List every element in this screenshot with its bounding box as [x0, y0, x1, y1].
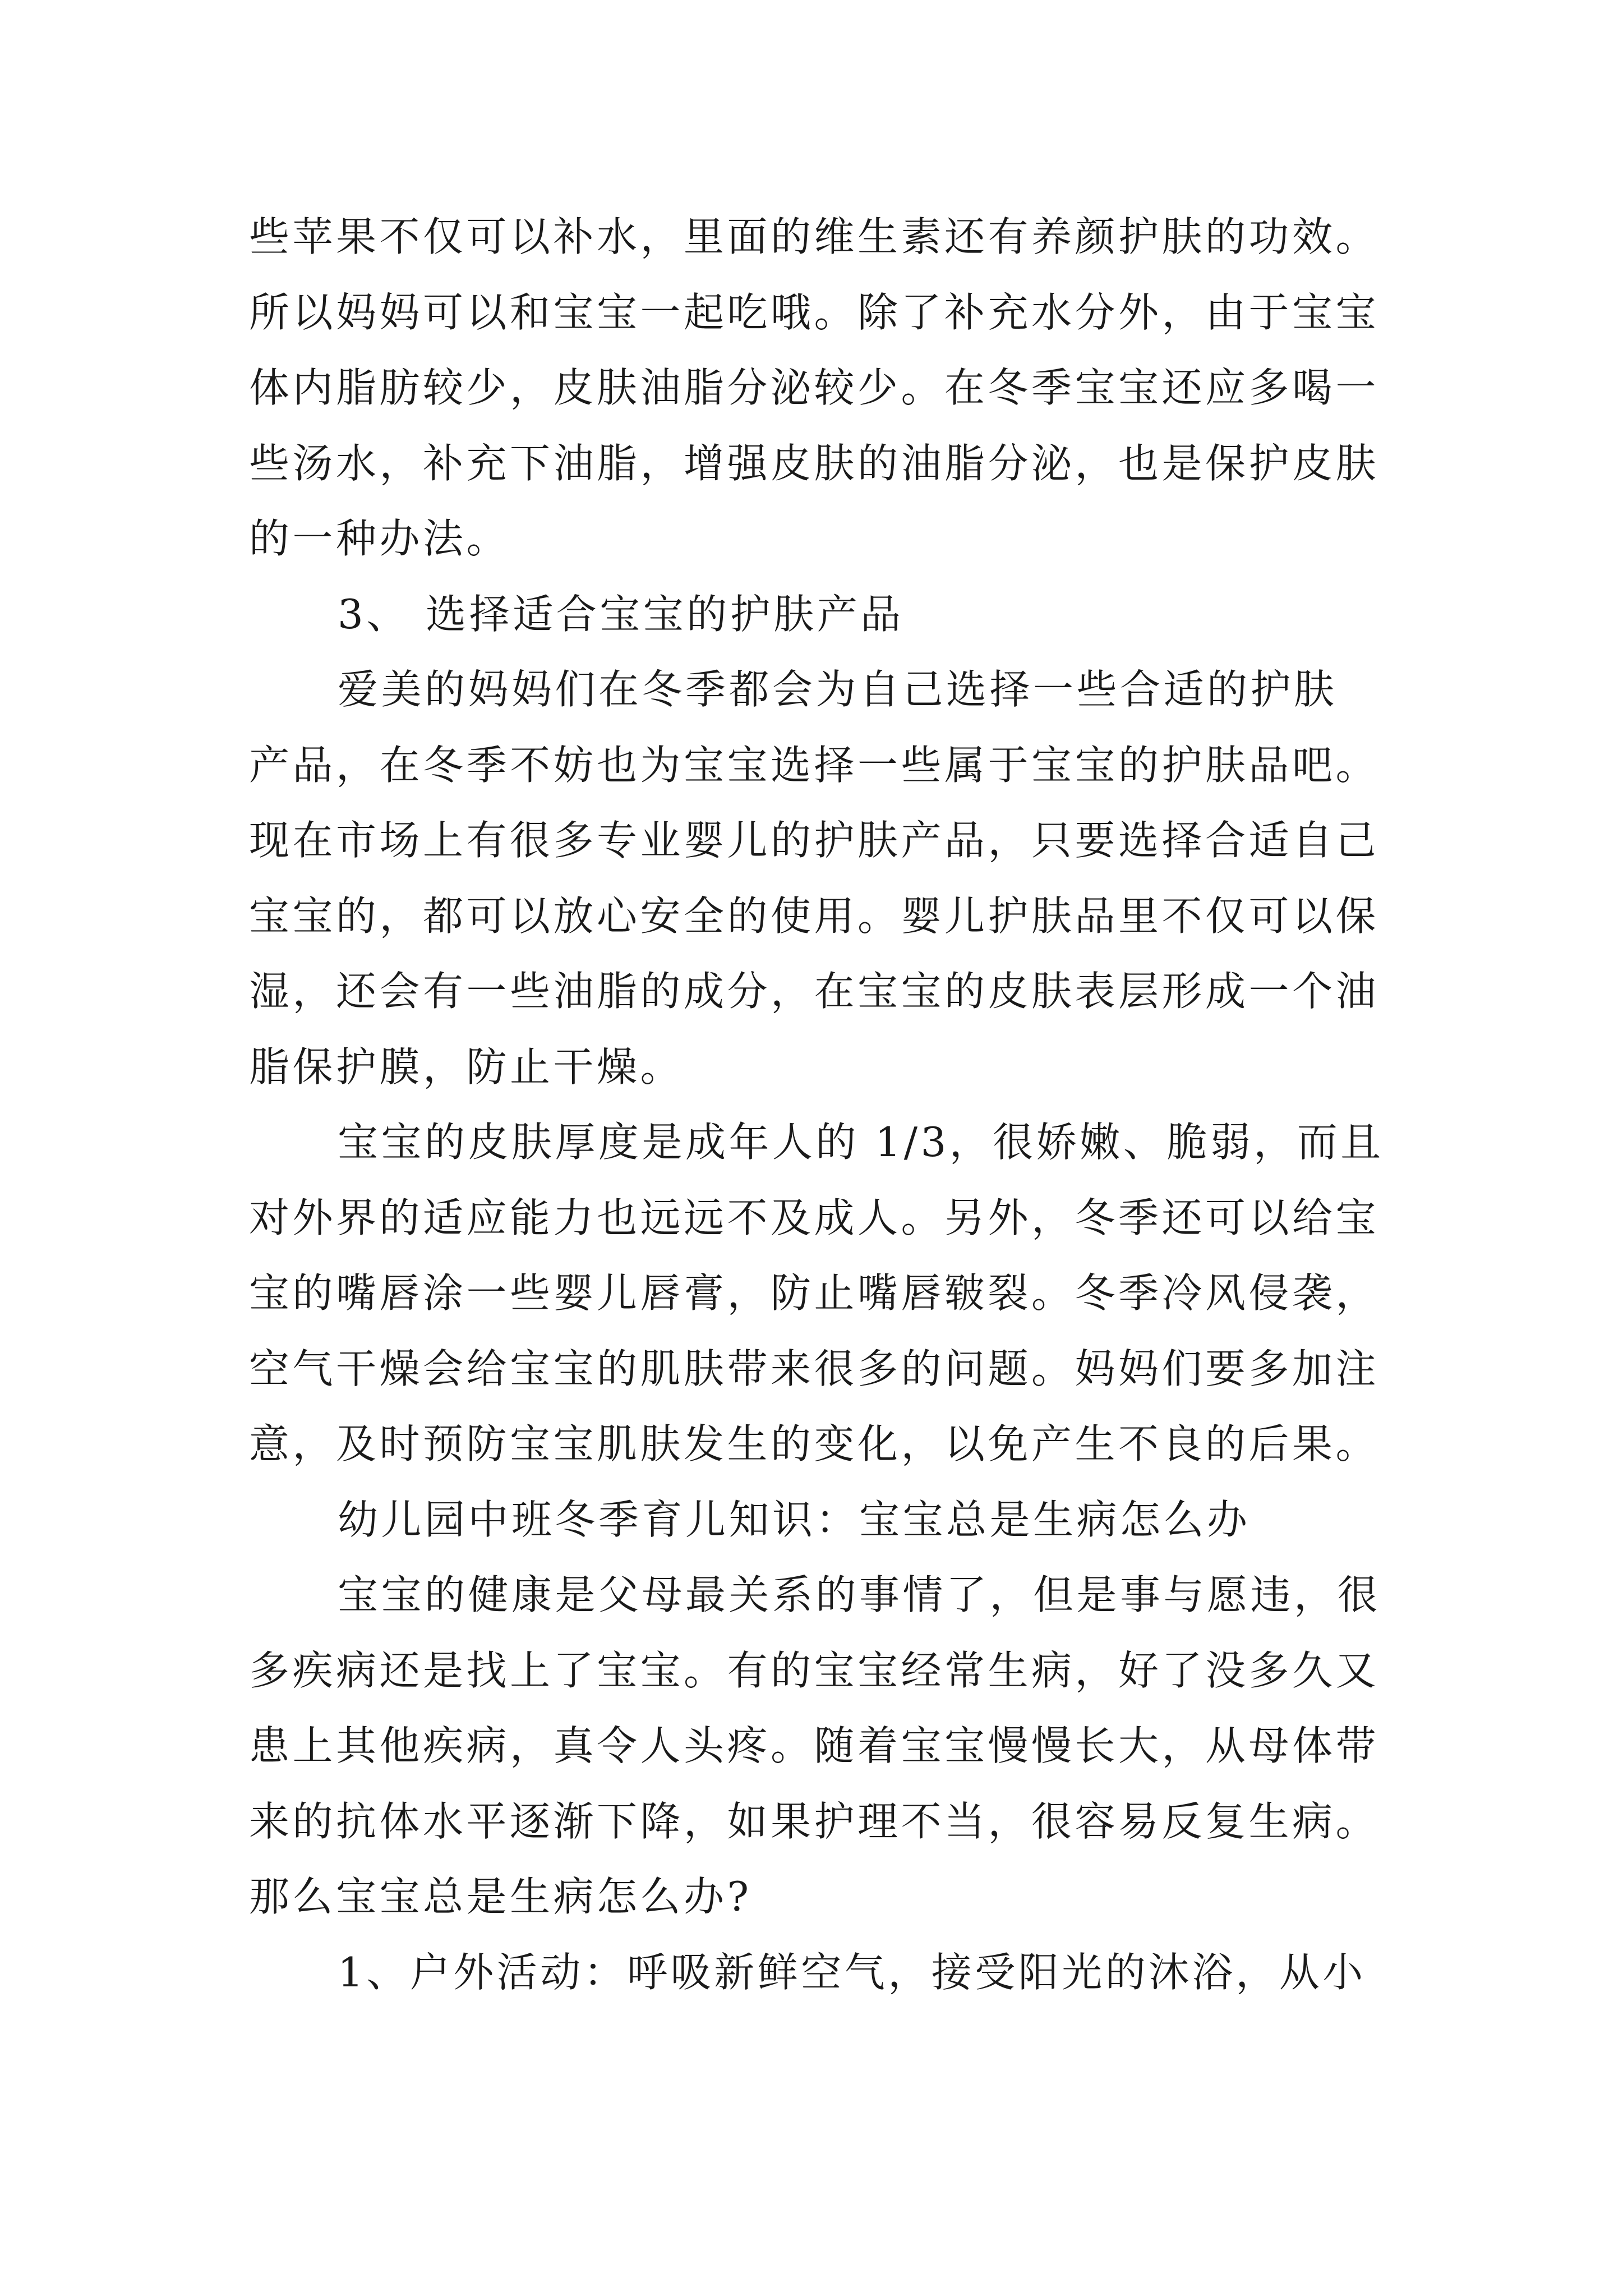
text-line: 宝宝的健康是父母最关系的事情了，但是事与愿违，很: [338, 1571, 1381, 1618]
document-body: [249, 199, 1382, 2010]
text-line: 宝宝的皮肤厚度是成年人的 1/3，很娇嫩、脆弱，而且: [338, 1119, 1384, 1166]
text-line: 脂保护膜，防止干燥。: [249, 1043, 684, 1091]
text-line: 多疾病还是找上了宝宝。有的宝宝经常生病，好了没多久又: [249, 1646, 1380, 1694]
text-line: 那么宝宝总是生病怎么办?: [249, 1873, 752, 1920]
text-line: 些苹果不仅可以补水，里面的维生素还有养颜护肤的功效。: [249, 213, 1380, 260]
text-line: 宝宝的，都可以放心安全的使用。婴儿护肤品里不仅可以保: [249, 892, 1380, 940]
article-title: 幼儿园中班冬季育儿知识：宝宝总是生病怎么办: [338, 1496, 1251, 1543]
text-line: 些汤水，补充下油脂，增强皮肤的油脂分泌，也是保护皮肤: [249, 439, 1380, 487]
text-line: 爱美的妈妈们在冬季都会为自己选择一些合适的护肤: [338, 666, 1338, 713]
text-line: 意，及时预防宝宝肌肤发生的变化，以免产生不良的后果。: [249, 1420, 1380, 1467]
text-line: 现在市场上有很多专业婴儿的护肤产品，只要选择合适自己: [249, 817, 1380, 864]
text-line: 产品，在冬季不妨也为宝宝选择一些属于宝宝的护肤品吧。: [249, 741, 1380, 789]
text-line: 湿，还会有一些油脂的成分，在宝宝的皮肤表层形成一个油: [249, 968, 1380, 1015]
text-line: 体内脂肪较少，皮肤油脂分泌较少。在冬季宝宝还应多喝一: [249, 364, 1380, 411]
text-line: 来的抗体水平逐渐下降，如果护理不当，很容易反复生病。: [249, 1797, 1380, 1845]
text-line: 所以妈妈可以和宝宝一起吃哦。除了补充水分外，由于宝宝: [249, 288, 1380, 336]
text-line: 的一种办法。: [249, 515, 510, 562]
text-line: 空气干燥会给宝宝的肌肤带来很多的问题。妈妈们要多加注: [249, 1345, 1380, 1392]
section-heading: 3、 选择适合宝宝的护肤产品: [338, 590, 904, 638]
text-line: 宝的嘴唇涂一些婴儿唇膏，防止嘴唇皲裂。冬季冷风侵袭，: [249, 1269, 1380, 1317]
text-line: 对外界的适应能力也远远不及成人。另外，冬季还可以给宝: [249, 1194, 1380, 1241]
text-line: 患上其他疾病，真令人头疼。随着宝宝慢慢长大，从母体带: [249, 1722, 1380, 1769]
text-line: 1、户外活动：呼吸新鲜空气，接受阳光的沐浴，从小: [338, 1948, 1366, 1996]
